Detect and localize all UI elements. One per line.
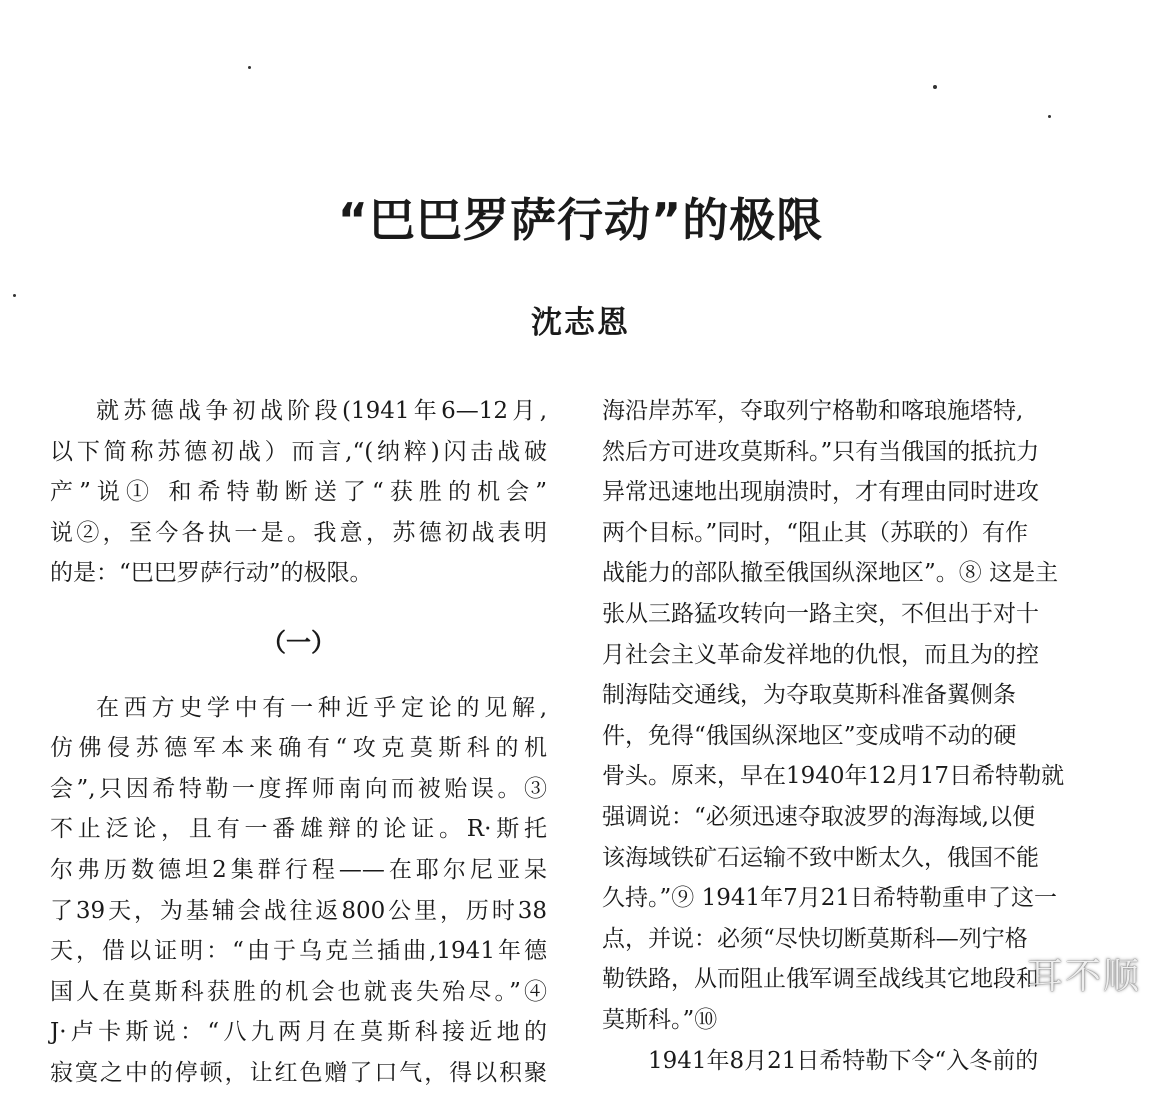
text-line: 不止泛论，且有一番雄辩的论证。R·斯托 <box>50 816 547 843</box>
text-line: 莫斯科。”⑩ <box>602 1006 718 1033</box>
text-line: 会”,只因希特勒一度挥师南向而被贻误。③ <box>50 775 547 802</box>
article-author: 沈志恩 <box>531 305 630 341</box>
section-heading: （一） <box>260 627 336 657</box>
text-line: 点，并说：必须“尽快切断莫斯科—列宁格 <box>602 925 1028 952</box>
text-line: 月社会主义革命发祥地的仇恨，而且为的控 <box>602 641 1039 668</box>
text-line: 该海域铁矿石运输不致中断太久，俄国不能 <box>602 844 1039 871</box>
scan-speck <box>1048 115 1051 118</box>
text-line: 尔弗历数德坦2集群行程——在耶尔尼亚呆 <box>50 856 547 883</box>
text-line: 的是：“巴巴罗萨行动”的极限。 <box>50 560 373 587</box>
text-line: 海沿岸苏军，夺取列宁格勒和喀琅施塔特, <box>602 398 1024 424</box>
text-line: 制海陆交通线，为夺取莫斯科准备翼侧条 <box>602 682 1016 709</box>
scan-speck <box>248 66 251 69</box>
text-line: 天，借以证明：“由于乌克兰插曲,1941年德 <box>50 938 547 965</box>
text-line: 勒铁路，从而阻止俄军调至战线其它地段和 <box>602 966 1039 993</box>
left-column <box>50 391 547 1094</box>
text-line: 国人在莫斯科获胜的机会也就丧失殆尽。”④ <box>50 978 547 1005</box>
text-line: 异常迅速地出现崩溃时，才有理由同时进攻 <box>602 479 1039 506</box>
text-line: 战能力的部队撤至俄国纵深地区”。⑧ 这是主 <box>602 560 1059 587</box>
scan-speck <box>13 294 16 297</box>
text-line: 就苏德战争初战阶段(1941年6—12月, <box>96 398 547 424</box>
text-line: 件，免得“俄国纵深地区”变成啃不动的硬 <box>602 722 1017 749</box>
text-line: 以下简称苏德初战）而言,“(纳粹)闪击战破 <box>50 438 547 465</box>
text-line: 寂寞之中的停顿，让红色赠了口气，得以积聚 <box>50 1059 547 1086</box>
watermark: 耳不顺 <box>1026 956 1141 997</box>
text-line: 然后方可进攻莫斯科。”只有当俄国的抵抗力 <box>602 438 1040 465</box>
text-line: 仿佛侵苏德军本来确有“攻克莫斯科的机 <box>50 735 547 762</box>
text-line: 骨头。原来，早在1940年12月17日希特勒就 <box>602 763 1065 790</box>
text-line: 久持。”⑨ 1941年7月21日希特勒重申了这一 <box>602 885 1058 912</box>
text-line: 两个目标。”同时，“阻止其（苏联的）有作 <box>602 519 1029 546</box>
intro-paragraph <box>50 391 547 594</box>
text-line: 在西方史学中有一种近乎定论的见解, <box>96 694 547 721</box>
text-line: 了39天，为基辅会战往返800公里，历时38 <box>50 897 547 924</box>
scan-speck <box>933 85 937 89</box>
text-line: 说②，至今各执一是。我意，苏德初战表明 <box>50 519 547 546</box>
text-line: 1941年8月21日希特勒下令“入冬前的 <box>648 1047 1039 1074</box>
body-paragraph <box>50 688 547 1094</box>
text-line: J·卢卡斯说：“八九两月在莫斯科接近地的 <box>50 1019 547 1046</box>
text-line: 强调说：“必须迅速夺取波罗的海海域,以便 <box>602 803 1036 830</box>
text-line: 张从三路猛攻转向一路主突，不但出于对十 <box>602 600 1039 627</box>
article-title: “巴巴罗萨行动”的极限 <box>337 193 824 247</box>
text-line: 产”说① 和希特勒断送了“获胜的机会” <box>50 479 547 506</box>
